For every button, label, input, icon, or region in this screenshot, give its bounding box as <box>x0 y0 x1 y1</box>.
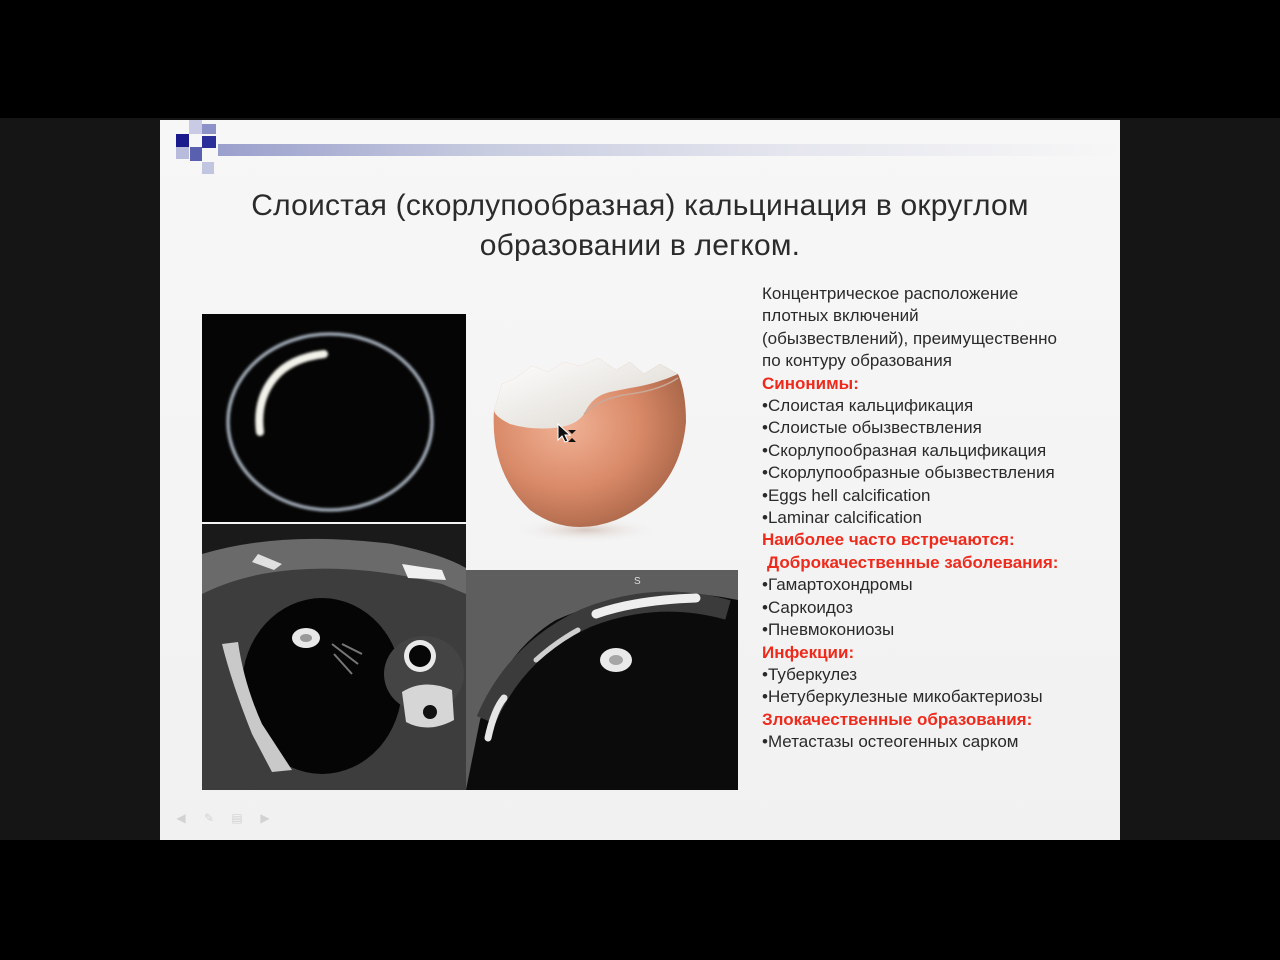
mouse-pointer-icon <box>556 422 580 446</box>
benign-item: •Пневмокониозы <box>762 620 895 640</box>
synonym-item: •Laminar calcification <box>762 508 922 528</box>
infection-item: •Туберкулез <box>762 664 858 684</box>
presentation-slide <box>160 120 1120 840</box>
ct-orientation-marker: S <box>634 576 641 587</box>
ct-chest-axial-image <box>202 524 466 790</box>
infection-item: •Нетуберкулезные микобактериозы <box>762 687 1043 707</box>
decoration-square <box>202 162 214 174</box>
slide-title <box>200 186 1080 266</box>
slide-title-line: Слоистая (скорлупообразная) кальцинация в округлом <box>251 189 1029 222</box>
synonym-item: •Скорлупообразная кальцификация <box>762 440 1047 460</box>
ct-chest-magnified-image <box>466 570 738 790</box>
description-line: Концентрическое расположение <box>762 284 1019 303</box>
prev-arrow-icon[interactable]: ◀ <box>176 811 186 825</box>
slide-text-column <box>762 283 1112 754</box>
slides-menu-icon[interactable]: ▤ <box>231 811 243 825</box>
malignant-item: •Метастазы остеогенных сарком <box>762 732 1019 752</box>
malignant-heading: Злокачественные образования: <box>762 709 1033 729</box>
next-arrow-icon[interactable]: ▶ <box>260 811 270 825</box>
decoration-square <box>176 134 189 147</box>
decoration-gradient-line <box>218 144 1118 156</box>
infections-heading: Инфекции: <box>762 642 855 662</box>
benign-heading: Доброкачественные заболевания: <box>767 552 1059 572</box>
decoration-square <box>202 124 216 134</box>
slide-decoration <box>160 120 1120 180</box>
slide-title-line: образовании в легком. <box>479 229 801 262</box>
synonyms-heading: Синонимы: <box>762 373 859 393</box>
decoration-square <box>176 147 189 159</box>
synonym-item: •Eggs hell calcification <box>762 485 931 505</box>
ct-ring-image <box>202 314 466 522</box>
description-line: по контуру образования <box>762 351 952 371</box>
description-line: (обызвествлений), преимущественно <box>762 328 1058 348</box>
pen-icon[interactable]: ✎ <box>203 811 215 825</box>
slideshow-nav <box>172 812 274 824</box>
synonym-item: •Скорлупообразные обызвествления <box>762 463 1055 483</box>
decoration-square <box>202 136 216 148</box>
benign-item: •Гамартохондромы <box>762 575 913 595</box>
synonym-item: •Слоистые обызвествления <box>762 418 982 438</box>
benign-item: •Саркоидоз <box>762 597 853 617</box>
frequent-heading: Наиболее часто встречаются: <box>762 530 1015 550</box>
synonym-item: •Слоистая кальцификация <box>762 396 974 416</box>
decoration-square <box>190 147 202 161</box>
decoration-square <box>189 120 202 134</box>
description-line: плотных включений <box>762 306 919 326</box>
